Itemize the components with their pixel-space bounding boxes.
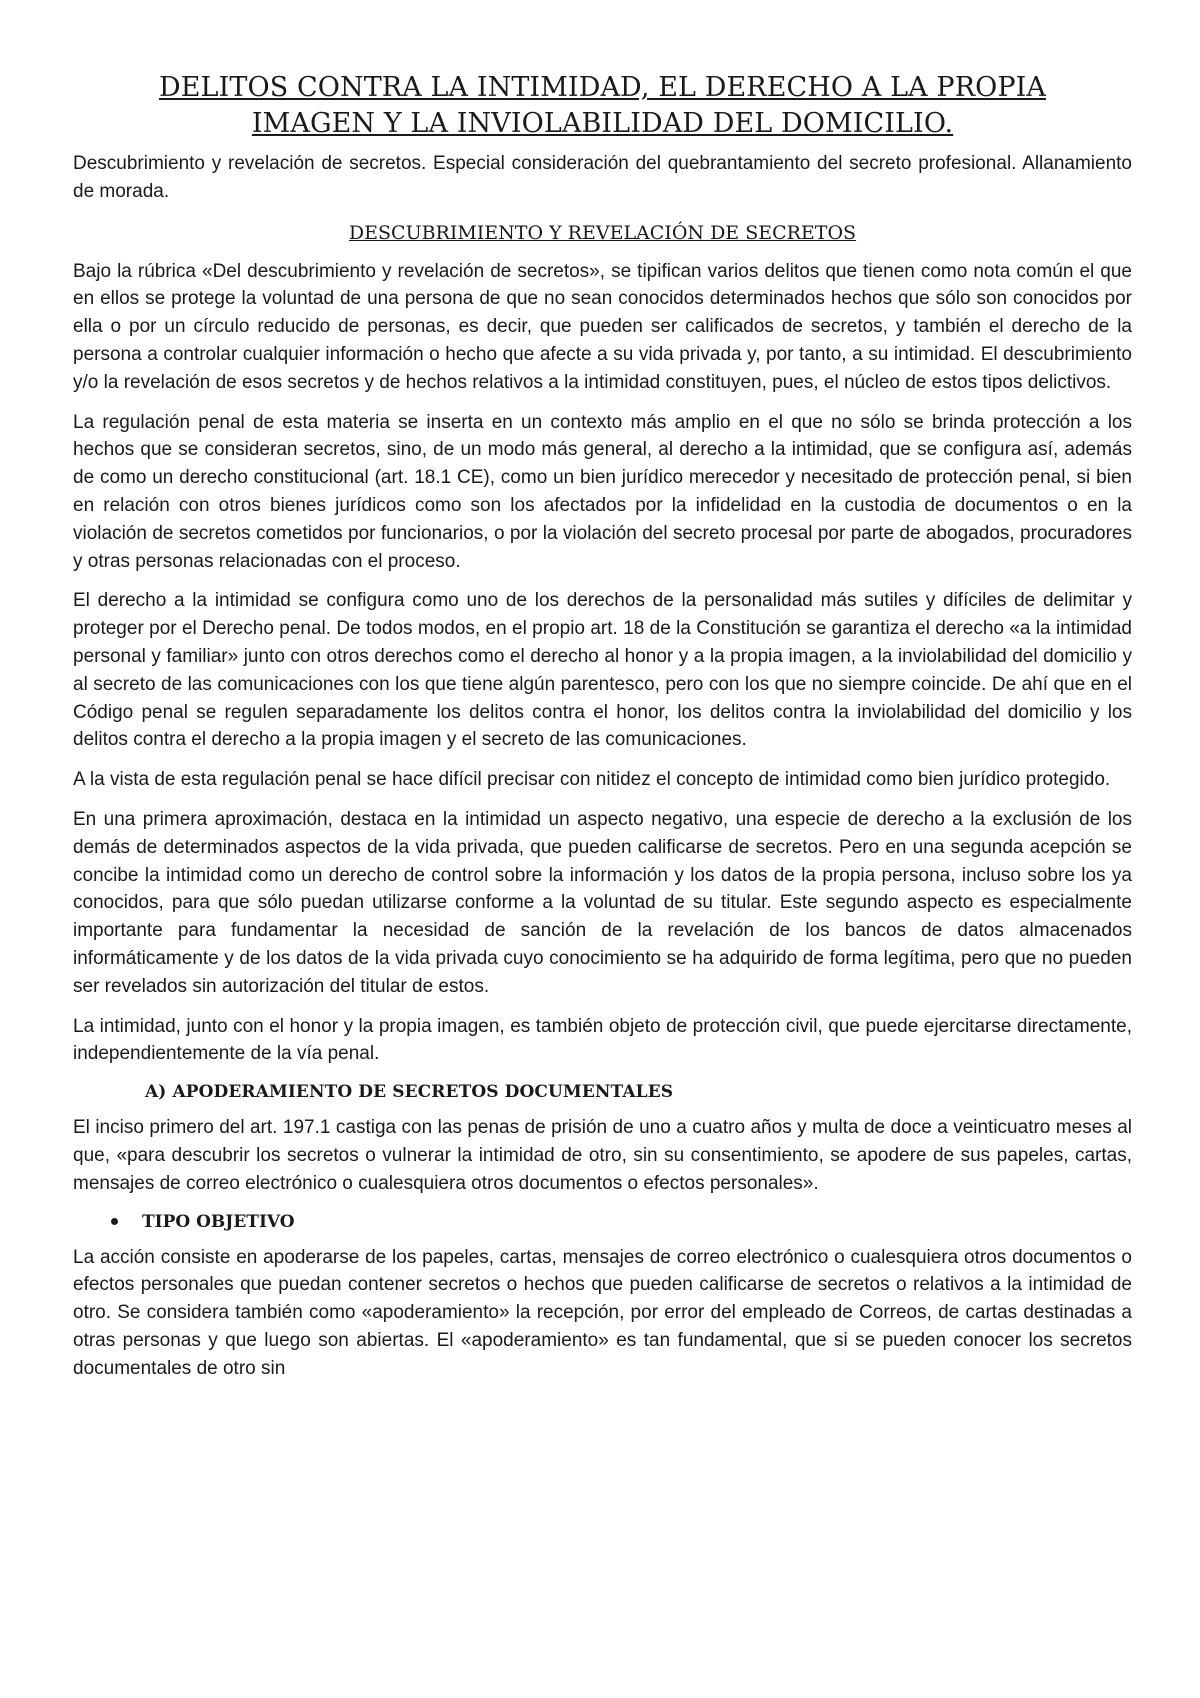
section-heading-descubrimiento: DESCUBRIMIENTO Y REVELACIÓN DE SECRETOS: [348, 221, 857, 244]
subsection-heading-apoderamiento: A) APODERAMIENTO DE SECRETOS DOCUMENTALES: [145, 1082, 674, 1103]
body-paragraph: A la vista de esta regulación penal se hace difícil precisar con nitidez el concepto de intimidad como bien jurídico protegido.: [73, 769, 1111, 791]
document-title: [73, 70, 1132, 142]
body-paragraph: En una primera aproximación, destaca en la intimidad un aspecto negativo, una especie de derecho a la exclusión de los demás de determinados aspectos de la vida privada, que pueden calificarse de secretos. Pero en una segunda acepción se concibe la intimidad como un derecho de control sobre la información y los datos de la propia persona, incluso sobre los ya conocidos, para que sólo puedan utilizarse conforme a la voluntad de su titular. Este segundo aspecto es especialmente importante para fundamentar la necesidad de sanción de la revelación de los bancos de datos almacenados informáticamente y de los datos de la vida privada cuyo conocimiento se ha adquirido de forma legítima, pero que no pueden ser revelados sin autorización del titular de estos.: [73, 808, 1132, 997]
bullet-heading-tipo-objetivo: [111, 1210, 1132, 1234]
body-paragraph: La intimidad, junto con el honor y la propia imagen, es también objeto de protección civil, que puede ejercitarse directamente, independientemente de la vía penal.: [73, 1015, 1132, 1065]
bullet-heading-label: TIPO OBJETIVO: [142, 1211, 295, 1232]
bullet-icon: [111, 1218, 118, 1225]
document-title-line-2: IMAGEN Y LA INVIOLABILIDAD DEL DOMICILIO.: [251, 108, 954, 139]
intro-paragraph: Descubrimiento y revelación de secretos. Especial consideración del quebrantamiento del secreto profesional. Allanamiento de morada.: [73, 153, 1132, 202]
body-paragraph: Bajo la rúbrica «Del descubrimiento y revelación de secretos», se tipifican varios delitos que tienen como nota común el que en ellos se protege la voluntad de una persona de que no sean conocidos determinados hechos que sólo son conocidos por ella o por un círculo reducido de personas, es decir, que pueden ser calificados de secretos, y también el derecho de la persona a controlar cualquier información o hecho que afecte a su vida privada y, por tanto, a su intimidad. El descubrimiento y/o la revelación de esos secretos y de hechos relativos a la intimidad constituyen, pues, el núcleo de estos tipos delictivos.: [73, 260, 1132, 393]
body-paragraph: El inciso primero del art. 197.1 castiga con las penas de prisión de uno a cuatro años y multa de doce a veinticuatro meses al que, «para descubrir los secretos o vulnerar la intimidad de otro, sin su consentimiento, se apodere de sus papeles, cartas, mensajes de correo electrónico o cualesquiera otros documentos o efectos personales».: [73, 1117, 1132, 1194]
document-title-line-1: DELITOS CONTRA LA INTIMIDAD, EL DERECHO A LA PROPIA: [159, 72, 1046, 103]
body-paragraph: La acción consiste en apoderarse de los papeles, cartas, mensajes de correo electrónico o cualesquiera otros documentos o efectos personales que puedan contener secretos o hechos que pueden calificarse de secretos o relativos a la intimidad de otro. Se considera también como «apoderamiento» la recepción, por error del empleado de Correos, de cartas destinadas a otras personas y que luego son abiertas. El «apoderamiento» es tan fundamental, que si se pueden conocer los secretos documentales de otro sin: [73, 1246, 1132, 1379]
body-paragraph: La regulación penal de esta materia se inserta en un contexto más amplio en el que no sólo se brinda protección a los hechos que se consideran secretos, sino, de un modo más general, al derecho a la intimidad, que se configura así, además de como un derecho constitucional (art. 18.1 CE), como un bien jurídico merecedor y necesitado de protección penal, si bien en relación con otros bienes jurídicos como son los afectados por la infidelidad en la custodia de documentos o en la violación de secretos cometidos por funcionarios, o por la violación del secreto procesal por parte de abogados, procuradores y otras personas relacionadas con el proceso.: [73, 411, 1132, 572]
body-paragraph: El derecho a la intimidad se configura como uno de los derechos de la personalidad más sutiles y difíciles de delimitar y proteger por el Derecho penal. De todos modos, en el propio art. 18 de la Constitución se garantiza el derecho «a la intimidad personal y familiar» junto con otros derechos como el derecho al honor y a la propia imagen, a la inviolabilidad del domicilio y al secreto de las comunicaciones con los que tiene algún parentesco, pero con los que no siempre coincide. De ahí que en el Código penal se regulen separadamente los delitos contra el honor, los delitos contra la inviolabilidad del domicilio y los delitos contra el derecho a la propia imagen y el secreto de las comunicaciones.: [73, 590, 1132, 751]
